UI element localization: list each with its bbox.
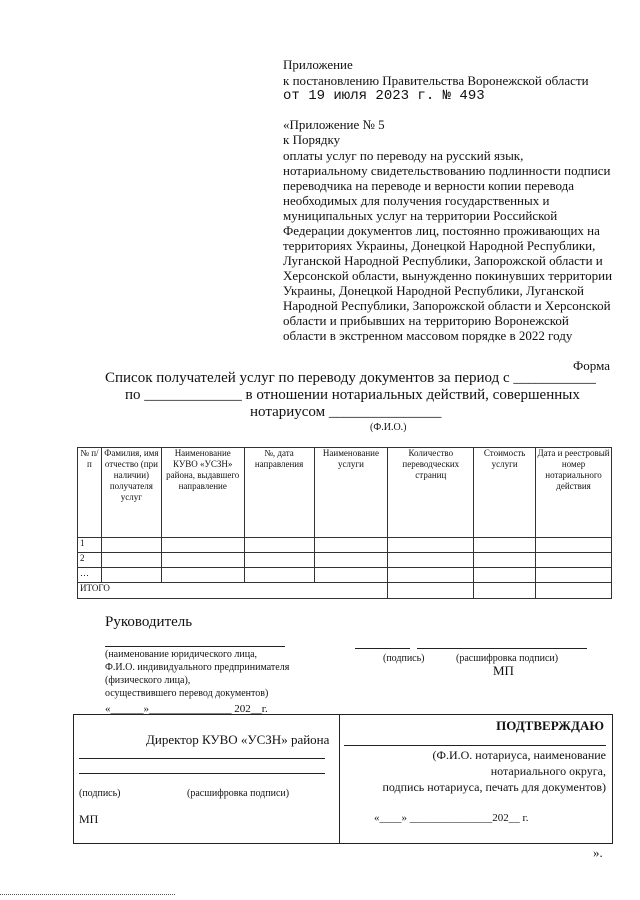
head-title: Руководитель [105, 614, 193, 630]
org-caption [105, 648, 289, 700]
director-decode-caption: (расшифровка подписи) [187, 788, 290, 799]
org-caption-line: (наименование юридического лица, [105, 649, 258, 660]
row-number: 1 [78, 538, 102, 553]
form-label: Форма [573, 358, 610, 373]
row-number: 2 [78, 553, 102, 568]
header-referral: №, дата направления [244, 448, 314, 538]
appendix5-line: территориях Украины, Донецкой Народной Республики, [283, 238, 596, 253]
signature-line [355, 648, 410, 649]
appendix5-line: Федерации документов лиц, постоянно проживающих на [283, 223, 600, 238]
appendix5-line: Народной Республики, Запорожской области и Херсонской [283, 298, 611, 313]
header-department: Наименование КУВО «УСЗН» района, выдавшего направление [161, 448, 244, 538]
row-number: … [78, 568, 102, 583]
box-divider [339, 715, 340, 843]
total-label: ИТОГО [78, 583, 388, 599]
closing-quote: ». [593, 845, 603, 860]
appendix5-order: к Порядку [283, 132, 341, 147]
director-line [79, 758, 325, 759]
appendix5-line: области в экстренном массовом порядке в 2022 году [283, 328, 573, 343]
notary-date: «____» _______________202__ г. [374, 812, 529, 824]
list-title-line3: нотариусом _______________ [250, 404, 442, 420]
header-pages: Количество переводческих страниц [388, 448, 474, 538]
fio-caption: (Ф.И.О.) [370, 422, 407, 433]
appendix5-line: Луганской Народной Республики, Запорожской области и [283, 253, 603, 268]
appendix5-line: области и прибывших на территорию Воронежской [283, 313, 569, 328]
table-total-row [78, 583, 612, 599]
approve-label: ПОДТВЕРЖДАЮ [496, 718, 604, 733]
appendix5-title: «Приложение № 5 [283, 117, 385, 132]
notary-caption-line: (Ф.И.О. нотариуса, наименование [432, 748, 606, 762]
list-title-line2: по _____________ в отношении нотариальных действий, совершенных [125, 387, 580, 403]
appendix5-line: нотариальному свидетельствованию подлинности подписи [283, 163, 611, 178]
appendix-label: Приложение [283, 57, 353, 72]
appendix5-description [283, 148, 613, 343]
org-caption-line: осуществившего перевод документов) [105, 688, 269, 699]
notary-caption-line: нотариального округа, [490, 764, 606, 778]
director-stamp-place: МП [79, 812, 99, 826]
header-notary-action: Дата и реестровый номер нотариального действия [536, 448, 612, 538]
appendix5-line: оплаты услуг по переводу на русский язык, [283, 148, 524, 163]
org-caption-line: (физического лица), [105, 675, 191, 686]
org-caption-line: Ф.И.О. индивидуального предпринимателя [105, 662, 290, 673]
confirmation-box [73, 714, 613, 844]
notary-caption-line: подпись нотариуса, печать для документов) [382, 780, 606, 794]
recipients-table [77, 447, 612, 599]
director-line [79, 773, 325, 774]
table-row [78, 553, 612, 568]
director-signature-caption: (подпись) [79, 788, 121, 799]
notary-line [344, 745, 606, 746]
appendix5-line: необходимых для получения государственных и [283, 193, 550, 208]
decode-caption: (расшифровка подписи) [456, 653, 559, 664]
appendix5-line: Украины, Донецкой Народной Республики, Луганской [283, 283, 584, 298]
header-number: № п/п [78, 448, 102, 538]
resolution-reference: к постановлению Правительства Воронежской области [283, 73, 589, 88]
appendix5-line: переводчика на переводе и верности копии перевода [283, 178, 575, 193]
signature-caption: (подпись) [383, 653, 425, 664]
appendix5-line: Херсонской области, вынужденно покинувших территории [283, 268, 613, 283]
notary-caption [344, 747, 606, 795]
list-title-line1: Список получателей услуг по переводу документов за период с ___________ [105, 370, 596, 386]
header-cost: Стоимость услуги [474, 448, 536, 538]
table-header-row [78, 448, 612, 538]
header-service: Наименование услуги [314, 448, 388, 538]
appendix5-line: муниципальных услуг на территории Российской [283, 208, 558, 223]
head-date: «______»_______________ 202__г. [105, 703, 268, 715]
stamp-place: МП [493, 663, 514, 678]
director-label: Директор КУВО «УСЗН» района [146, 732, 330, 747]
resolution-date-number: от 19 июля 2023 г. № 493 [283, 88, 485, 104]
header-recipient-name: Фамилия, имя отчество (при наличии) получателя услуг [101, 448, 161, 538]
footnote-separator [0, 894, 175, 895]
table-row [78, 568, 612, 583]
decode-line [417, 648, 587, 649]
org-name-line [105, 646, 285, 647]
table-row [78, 538, 612, 553]
